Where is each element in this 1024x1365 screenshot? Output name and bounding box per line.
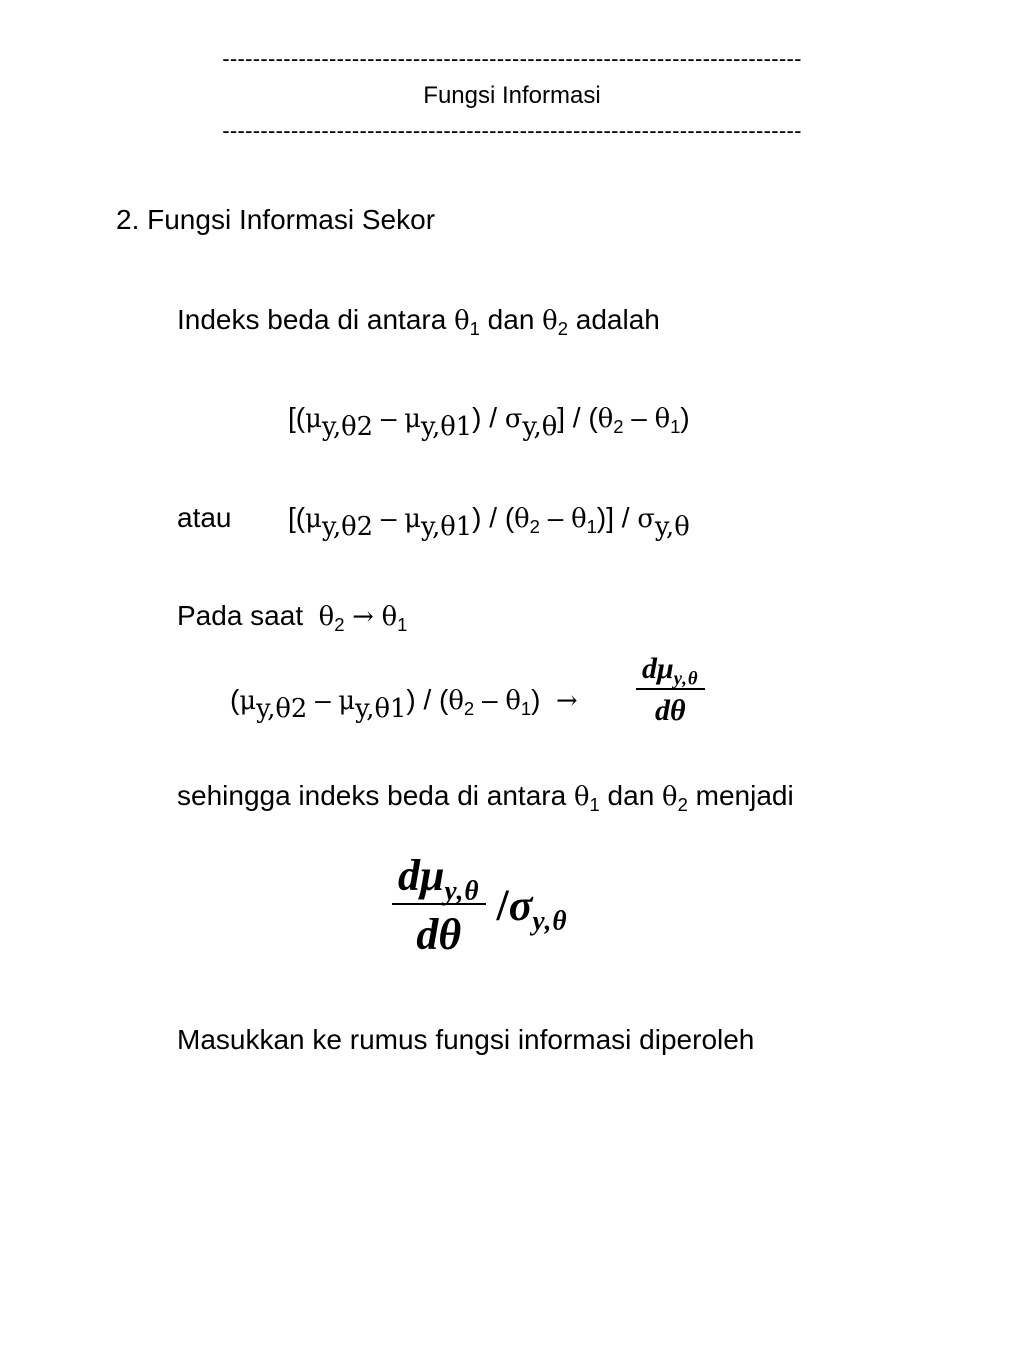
section-title: 2. Fungsi Informasi Sekor xyxy=(116,204,436,235)
pada-saat-line: Pada saat $\theta_2 \to \theta_1$ xyxy=(177,600,408,635)
atau-label: atau xyxy=(177,502,232,533)
formula-difference-index: $[(\mu_{y,\theta 2} - \mu_{y,\theta 1}) / \sigma_{y,\theta}] / (\theta_2 - \theta_1)$ xyxy=(288,402,690,443)
indeks-intro-line: Indeks beda di antara $\theta_1$ dan $\theta_2$ adalah xyxy=(177,304,660,339)
formula-limit-left: $(\mu_{y,\theta 2} - \mu_{y,\theta 1}) / (\theta_2 - \theta_1)$ → xyxy=(230,684,578,725)
header-rule-top: ---------------------------------------------------------------------------- xyxy=(222,46,802,71)
masukkan-line: Masukkan ke rumus fungsi informasi diperoleh xyxy=(177,1024,755,1055)
derivative-fraction-large: $\frac{d\mu_{y,\theta}}{d\theta}$ $/\sigma_{y,\theta}$ xyxy=(392,850,568,960)
sehingga-line: sehingga indeks beda di antara $\theta_1$ dan $\theta_2$ menjadi xyxy=(177,780,794,815)
header-title: Fungsi Informasi xyxy=(423,82,601,109)
formula-alternative: $[(\mu_{y,\theta 2} - \mu_{y,\theta 1}) / (\theta_2 - \theta_1)] / \sigma_{y,\theta}$ xyxy=(288,502,690,543)
header-rule-bottom: ---------------------------------------------------------------------------- xyxy=(222,118,802,143)
derivative-fraction-small: $\frac{d\mu_{y,\theta}}{d\theta}$ xyxy=(636,652,705,728)
